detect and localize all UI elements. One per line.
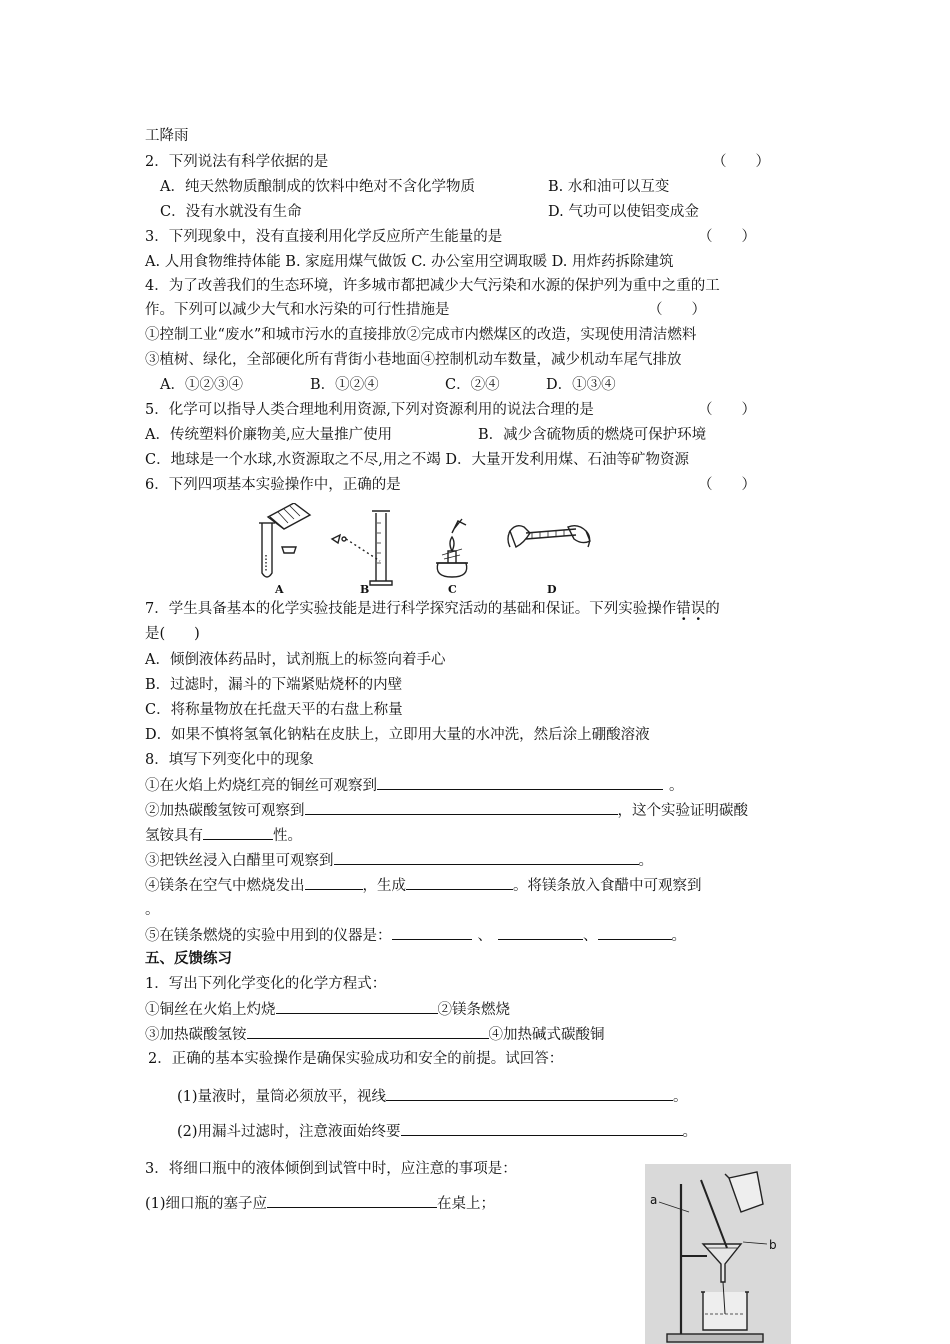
q8-item-4-blank-1[interactable] [305, 875, 363, 890]
q8-item-3-blank[interactable] [334, 850, 639, 865]
q8-item-1-blank[interactable] [377, 775, 663, 790]
s5-q2-part1 [177, 1086, 688, 1107]
q5-options-cd: C．地球是一个水球,水资源取之不尽,用之不竭 D．大量开发利用煤、石油等矿物资源 [145, 452, 690, 468]
q8-item-5-blank-3[interactable] [598, 925, 672, 940]
q2-option-b: B. 水和油可以互变 [548, 179, 670, 195]
q8-item-2b-end: 性。 [273, 828, 302, 844]
q3-stem: 3．下列现象中，没有直接利用化学反应所产生能量的是 [145, 229, 503, 245]
q7-option-b: B．过滤时，漏斗的下端紧贴烧杯的内壁 [145, 677, 403, 693]
s5-q1-row2 [145, 1024, 605, 1045]
s5-q1-stem: 1．写出下列化学变化的化学方程式： [145, 976, 387, 992]
q8-item-4-mid: ，生成 [362, 878, 406, 894]
q8-stem: 8．填写下列变化中的现象 [145, 752, 314, 768]
q8-item-4-text: ④镁条在空气中燃烧发出 [145, 878, 305, 894]
s5-q3-part1-text: (1)细口瓶的塞子应 [145, 1196, 268, 1212]
q7-option-a: A．倾倒液体药品时，试剂瓶上的标签向着手心 [145, 652, 446, 668]
q3-answer-paren: （ ） [698, 229, 756, 245]
intro-tail: 工降雨 [145, 128, 189, 144]
q4-option-a: A．①②③④ [160, 377, 243, 393]
q8-item-3-text: ③把铁丝浸入白醋里可观察到 [145, 853, 334, 869]
hands-holding-tube-sketch [508, 526, 590, 547]
s5-q3-part1-blank[interactable] [267, 1193, 437, 1208]
s5-q1-c-blank[interactable] [247, 1024, 489, 1039]
q8-item-5 [145, 925, 686, 946]
q8-item-4b: 。 [145, 902, 160, 918]
q8-item-5-blank-2[interactable] [498, 925, 583, 940]
section-heading: 五、反馈练习 [145, 950, 232, 967]
q8-item-2b [145, 825, 302, 846]
q8-item-2-text: ②加热碳酸氢铵可观察到 [145, 803, 305, 819]
q5-option-b: B．减少含硫物质的燃烧可保护环境 [478, 427, 707, 443]
figure-callout-b: b [769, 1238, 777, 1252]
q2-option-c: C．没有水就没有生命 [160, 204, 302, 220]
ring-stand-base [667, 1334, 763, 1342]
q8-item-3-end: 。 [638, 853, 653, 869]
q8-item-4 [145, 875, 702, 896]
q8-item-5-text: ⑤在镁条燃烧的实验中用到的仪器是： [145, 928, 392, 944]
q2-option-a: A．纯天然物质酿制成的饮料中绝对不含化学物质 [160, 179, 475, 195]
q5-stem: 5．化学可以指导人类合理地利用资源,下列对资源利用的说法合理的是 [145, 402, 594, 418]
s5-q2-part2-end: 。 [682, 1124, 698, 1140]
filtration-apparatus-figure [645, 1164, 791, 1344]
q4-measures-line1: ①控制工业“废水”和城市污水的直接排放②完成市内燃煤区的改造，实现使用清洁燃料 [145, 327, 697, 343]
q5-option-a: A．传统塑料价廉物美,应大量推广使用 [145, 427, 393, 443]
q7-option-c: C．将称量物放在托盘天平的右盘上称量 [145, 702, 403, 718]
figure-label-a: A [275, 583, 284, 596]
q8-item-5-sep-2: 、 [583, 928, 598, 944]
pouring-reagent-sketch [259, 503, 310, 577]
q8-item-1-end: 。 [669, 778, 684, 794]
q8-item-5-sep-1: 、 [477, 928, 492, 944]
q8-item-1 [145, 775, 684, 796]
q4-stem-line2: 作。下列可以减少大气和水污染的可行性措施是 [145, 302, 450, 318]
q6-stem: 6．下列四项基本实验操作中，正确的是 [145, 477, 401, 493]
s5-q3-part1 [145, 1193, 495, 1214]
q5-answer-paren: （ ） [698, 402, 756, 418]
q8-item-3 [145, 850, 653, 871]
q7-stem-line1 [145, 599, 720, 619]
s5-q2-part2 [177, 1121, 697, 1142]
q6-answer-paren: （ ） [698, 477, 756, 493]
reading-graduated-cylinder-sketch [332, 511, 392, 585]
q4-option-d: D．①③④ [546, 377, 616, 393]
q8-item-5-blank-1[interactable] [392, 925, 472, 940]
s5-q1-a-text: ①铜丝在火焰上灼烧 [145, 1002, 276, 1018]
q8-item-2 [145, 800, 748, 821]
q2-option-d: D. 气功可以使铝变成金 [548, 204, 699, 220]
s5-q3-stem: 3．将细口瓶中的液体倾倒到试管中时，应注意的事项是： [145, 1161, 517, 1177]
alcohol-lamp-sketch [436, 519, 468, 577]
q3-options: A. 人用食物维持体能 B. 家庭用煤气做饭 C. 办公室用空调取暖 D. 用炸药拆除建筑 [145, 254, 674, 270]
s5-q2-stem: 2．正确的基本实验操作是确保实验成功和安全的前提。试回答： [148, 1051, 564, 1067]
q7-stem-line2: 是( ) [145, 626, 200, 642]
s5-q2-part2-blank[interactable] [401, 1121, 683, 1136]
s5-q2-part2-text: (2)用漏斗过滤时，注意液面始终要 [177, 1124, 401, 1140]
q8-item-2-tail: ，这个实验证明碳酸 [617, 803, 748, 819]
s5-q2-part1-blank[interactable] [386, 1086, 673, 1101]
s5-q1-b-text: ②镁条燃烧 [437, 1002, 510, 1018]
q8-item-4-tail: 。将镁条放入食醋中可观察到 [513, 878, 702, 894]
figure-callout-a: a [650, 1193, 658, 1207]
figure-label-d: D [547, 583, 557, 596]
q7-emphasis-cuo: 错 [676, 601, 691, 617]
q8-item-2-blank[interactable] [305, 800, 618, 815]
q8-item-5-end: 。 [671, 928, 686, 944]
s5-q1-row1 [145, 999, 510, 1020]
s5-q2-part1-text: (1)量液时，量筒必须放平，视线 [177, 1089, 387, 1105]
s5-q2-part1-end: 。 [673, 1089, 688, 1105]
s5-q3-part1-end: 在桌上； [437, 1196, 496, 1212]
q8-item-1-text: ①在火焰上灼烧红亮的铜丝可观察到 [145, 778, 377, 794]
q4-option-b: B．①②④ [310, 377, 379, 393]
q4-option-c: C．②④ [445, 377, 500, 393]
q4-stem-line1: 4．为了改善我们的生态环境，许多城市都把减少大气污染和水源的保护列为重中之重的工 [145, 278, 720, 294]
q7-option-d: D．如果不慎将氢氧化钠粘在皮肤上，立即用大量的水冲洗，然后涂上硼酸溶液 [145, 727, 650, 743]
s5-q1-a-blank[interactable] [276, 999, 438, 1014]
q7-emphasis-wu: 误 [690, 601, 706, 617]
q2-stem: 2．下列说法有科学依据的是 [145, 154, 329, 170]
q7-stem-text: 7．学生具备基本的化学实验技能是进行科学探究活动的基础和保证。下列实验操作 [145, 601, 677, 617]
figure-label-b: B [360, 583, 370, 596]
q8-item-2b-text: 氢铵具有 [145, 828, 203, 844]
q8-item-4-blank-2[interactable] [406, 875, 513, 890]
figure-label-c: C [448, 583, 457, 596]
q4-measures-line2: ③植树、绿化，全部硬化所有背街小巷地面④控制机动车数量，减少机动车尾气排放 [145, 352, 682, 368]
q2-answer-paren: （ ） [712, 154, 770, 170]
q8-item-2b-blank[interactable] [203, 825, 273, 840]
q4-answer-paren: （ ） [648, 302, 706, 318]
s5-q1-c-text: ③加热碳酸氢铵 [145, 1027, 247, 1043]
q7-stem-tail: 的 [705, 601, 720, 617]
s5-q1-d-text: ④加热碱式碳酸铜 [488, 1027, 605, 1043]
